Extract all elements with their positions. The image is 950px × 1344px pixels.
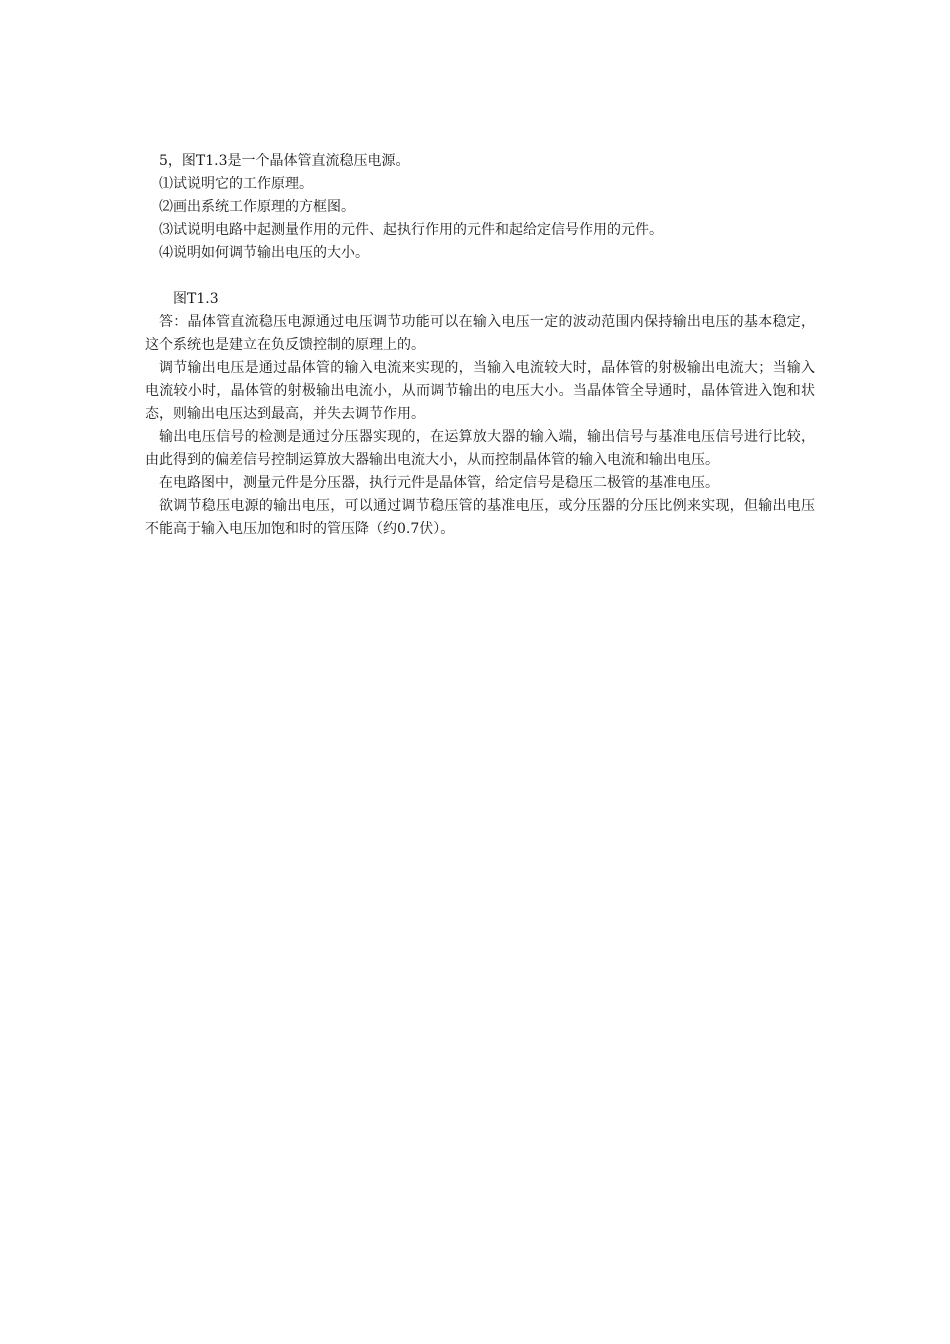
answer-paragraph-2: 调节输出电压是通过晶体管的输入电流来实现的，当输入电流较大时，晶体管的射极输出电流大；当输入电流较小时，晶体管的射极输出电流小，从而调节输出的电压大小。当晶体管全导通时，晶体管进入饱和状态，则输出电压达到最高，并失去调节作用。 [145,360,815,422]
question-item-4: ⑷说明如何调节输出电压的大小。 [159,245,369,261]
question-heading: 5，图T1.3是一个晶体管直流稳压电源。 [159,153,410,169]
answer-paragraph-5: 欲调节稳压电源的输出电压，可以通过调节稳压管的基准电压，或分压器的分压比例来实现，但输出电压不能高于输入电压加饱和时的管压降（约0.7伏）。 [145,498,815,537]
answer-paragraph-1: 答：晶体管直流稳压电源通过电压调节功能可以在输入电压一定的波动范围内保持输出电压的基本稳定，这个系统也是建立在负反馈控制的原理上的。 [145,314,815,353]
blank-line [145,265,815,288]
answer-paragraph-3: 输出电压信号的检测是通过分压器实现的，在运算放大器的输入端，输出信号与基准电压信号进行比较，由此得到的偏差信号控制运算放大器输出电流大小，从而控制晶体管的输入电流和输出电压。 [145,429,815,468]
figure-caption: 图T1.3 [173,291,219,307]
question-item-1: ⑴试说明它的工作原理。 [159,176,313,192]
question-item-3: ⑶试说明电路中起测量作用的元件、起执行作用的元件和起给定信号作用的元件。 [159,222,663,238]
document-page [145,150,815,541]
question-item-2: ⑵画出系统工作原理的方框图。 [159,199,355,215]
answer-paragraph-4: 在电路图中，测量元件是分压器，执行元件是晶体管，给定信号是稳压二极管的基准电压。 [159,475,719,491]
